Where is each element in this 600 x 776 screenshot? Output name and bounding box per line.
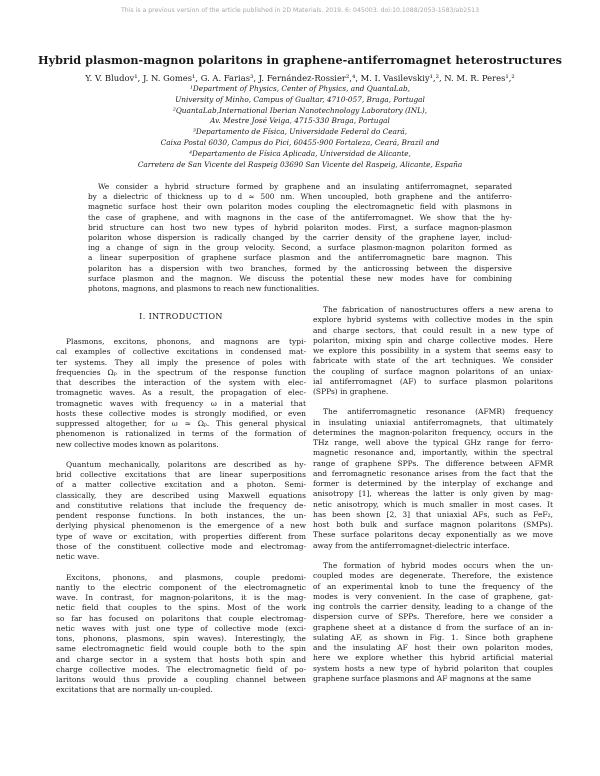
affiliation-line: Carretera de San Vicente del Raspeig 03690 San Vicente del Raspeig, Alicante, España	[137, 159, 463, 169]
abstract-line: We consider a hybrid structure formed by graphene and an insulating antiferromagnet, separated	[98, 182, 512, 191]
body-line: Excitons, phonons, and plasmons, couple predomi-	[66, 572, 306, 582]
body-line: here we explore whether this hybrid artificial material	[313, 653, 553, 663]
body-line: ial antiferromagnet (AF) to surface plasmon polaritons	[313, 376, 553, 386]
abstract-line: polariton whose dispersion is radically changed by the carrier density of the graphene layer, includ-	[88, 233, 512, 243]
body-line: coupled modes are degenerate. Therefore, the existence	[313, 571, 553, 581]
body-line: phenomenon is rationalized in terms of the formation of	[56, 429, 306, 439]
body-line: netic waves with just one type of collective mode (exci-	[56, 623, 306, 633]
body-line: range of graphene SPPs. The difference between AFMR	[313, 458, 553, 468]
abstract-line: surface plasmon and the magnon. We discuss the potential these new modes have for combining	[88, 273, 512, 283]
body-line: modes is very convenient. In the case of graphene, gat-	[313, 591, 553, 601]
right-column	[313, 305, 553, 694]
body-line: dispersion curve of SPPs. Therefore, here we consider a	[313, 612, 553, 622]
affiliation-line: Av. Mestre José Veiga, 4715-330 Braga, Portugal	[210, 116, 390, 126]
paragraph	[313, 305, 553, 397]
body-line: (SPPs) in graphene.	[313, 387, 389, 396]
body-line: The fabrication of nanostructures offers a new arena to	[323, 305, 553, 314]
affiliation-line: ³Departamento de Física, Universidade Federal do Ceará,	[192, 127, 408, 137]
body-line: anisotropy [1], whereas the latter is only given by mag-	[313, 489, 553, 499]
body-line: polariton, mixing spin and charge collective modes. Here	[313, 335, 553, 345]
body-line: and charge sector in a system that hosts both spin and	[56, 654, 306, 664]
affiliation-line: Caixa Postal 6030, Campus do Pici, 60455-900 Fortaleza, Ceará, Brazil and	[160, 137, 440, 147]
abstract-line: polariton has a dispersion with two branches, formed by the anticrossing between the dispersive	[88, 263, 512, 273]
body-line: brid collective excitations that are linear superpositions	[56, 470, 306, 480]
body-line: that describes the interaction of the system with elec-	[56, 378, 306, 387]
affiliation-line: ⁴Departamento de Física Aplicada, Universidad de Alicante,	[189, 148, 411, 158]
body-line: explore hybrid systems with collective modes in the spin	[313, 315, 553, 325]
paragraph	[56, 337, 306, 450]
body-line: netic field that couples to the spins. Most of the work	[56, 603, 306, 613]
body-line: the coupling of surface magnon polaritons of an uniax-	[313, 366, 553, 376]
body-line: and constitutive relations that include the frequency de-	[56, 500, 306, 510]
body-line: we explore this possibility in a system that seems easy to	[313, 346, 553, 355]
body-line: sulating AF, as shown in Fig. 1. Since both graphene	[313, 632, 553, 642]
body-line: tons, phonons, plasmons, spin waves). Interestingly, the	[56, 634, 306, 644]
left-column	[56, 337, 306, 706]
body-line: former is determined by the interplay of exchange and	[313, 479, 553, 489]
body-line: classically, they are described using Maxwell equations	[56, 490, 306, 500]
abstract-line: a linear superposition of graphene surface plasmon and the antiferromagnetic bare magnon. This	[88, 253, 512, 263]
body-line: graphene surface plasmons and AF magnons at the same	[313, 673, 532, 683]
publication-note: This is a previous version of the article published in 2D Materials. 2019, 6: 045003. doi:10.1088/2053-1583/ab2513	[120, 7, 480, 14]
body-line: charge collective modes. The electromagnetic field of po-	[56, 664, 306, 674]
body-line: magnetic resonance and, importantly, within the spectral	[313, 448, 553, 458]
abstract-line: photons, magnons, and plasmons to reach new functionalities.	[88, 284, 320, 294]
abstract-line: by a dielectric of thickness up to d ≃ 500 nm. When uncoupled, both graphene and the antiferro-	[88, 192, 512, 202]
body-line: netic anisotropy, which is much smaller in most cases. It	[313, 499, 553, 509]
body-line: in insulating uniaxial antiferromagnets, that ultimately	[313, 417, 553, 427]
body-line: and the insulating AF host their own polariton modes,	[313, 643, 553, 653]
abstract-line: the case of graphene, and with magnons in the case of the antiferromagnet. We show that the hy-	[88, 212, 512, 222]
abstract-line: magnetic surface host their own polariton modes coupling the electromagnetic field with plasmons in	[88, 202, 512, 212]
body-line: THz range, well above the typical GHz range for ferro-	[313, 438, 553, 448]
body-line: type of wave or excitation, with properties different from	[56, 531, 306, 541]
affiliation-line: ²QuantaLab,International Iberian Nanotechnology Laboratory (INL),	[172, 105, 428, 115]
section-heading: I. INTRODUCTION	[139, 312, 223, 321]
affiliation-line: ¹Department of Physics, Center of Physics, and QuantaLab,	[189, 84, 410, 93]
body-line: hosts these collective modes is strongly modified, or even	[56, 408, 306, 418]
paragraph	[56, 460, 306, 563]
body-line: nantly to the electric component of the electromagnetic	[56, 582, 306, 592]
body-line: Plasmons, excitons, phonons, and magnons are typi-	[66, 337, 306, 346]
body-line: and charge sectors, that could result in a new type of	[313, 325, 553, 335]
paragraph	[56, 573, 306, 696]
body-line: ing controls the carrier density, leading to a change of the	[313, 602, 553, 612]
paper-title: Hybrid plasmon-magnon polaritons in graphene-antiferromagnet heterostructures	[38, 53, 562, 67]
abstract-line: brid structure can host two new types of hybrid polariton modes. First, a surface magnon-plasmon	[88, 222, 512, 232]
body-line: so far has focused on polaritons that couple electromag-	[56, 613, 306, 623]
body-line: tromagnetic waves with frequency ω in a material that	[56, 398, 306, 408]
paragraph	[313, 407, 553, 551]
body-line: and ferromagnetic resonance arises from the fact that the	[313, 468, 553, 478]
body-line: wave. In contrast, for magnon-polaritons, it is the mag-	[56, 593, 306, 603]
body-line: tromagnetic waves. As a result, the propagation of elec-	[56, 388, 306, 398]
body-line: those of the constituent collective mode and electromag-	[56, 541, 306, 551]
body-line: Quantum mechanically, polaritons are described as hy-	[66, 459, 306, 469]
body-line: suppressed altogether, for ω ≃ Ωₚ. This general physical	[56, 419, 306, 428]
body-line: ter systems. They all imply the presence of poles with	[56, 357, 306, 367]
affiliation-line: University of Minho, Campus of Gualtar, 4710-057, Braga, Portugal	[175, 94, 425, 104]
body-line: cal examples of collective excitations in condensed mat-	[56, 347, 306, 357]
body-line: of an experimental knob to tune the frequency of the	[313, 581, 553, 591]
body-line: pendent response functions. In both instances, the un-	[56, 511, 306, 521]
body-line: derlying physical phenomenon is the emergence of a new	[56, 521, 306, 531]
body-line: away from the antiferromagnet-dielectric interface.	[313, 540, 510, 550]
body-line: laritons would thus provide a coupling channel between	[56, 675, 306, 685]
body-line: frequencies Ωₚ in the spectrum of the response function	[56, 367, 306, 377]
body-line: These surface polaritons decay exponentially as we move	[313, 530, 553, 540]
body-line: graphene sheet at a distance d from the surface of an in-	[313, 622, 553, 632]
abstract-line: ing a change of sign in the group velocity. Second, a surface plasmon-magnon polariton formed as	[88, 243, 512, 253]
body-line: fabricate with state of the art techniques. We consider	[313, 356, 553, 366]
body-line: new collective modes known as polaritons.	[56, 439, 219, 449]
body-line: The formation of hybrid modes occurs when the un-	[323, 561, 553, 571]
abstract	[88, 182, 512, 294]
author-list: Y. V. Bludov¹, J. N. Gomes¹, G. A. Farias³, J. Fernández-Rossier²,⁴, M. I. Vasilevskiy¹,², N. M. R. Peres¹,²	[85, 73, 515, 83]
body-line: of a matter collective excitation and a photon. Semi-	[56, 480, 306, 490]
body-line: host both bulk and surface magnon polaritons (SMPs).	[313, 520, 553, 530]
body-line: excitations that are normally un-coupled.	[56, 685, 213, 695]
paragraph	[313, 561, 553, 684]
body-line: The antiferromagnetic resonance (AFMR) frequency	[323, 407, 553, 417]
body-line: system hosts a new type of hybrid polariton that couples	[313, 663, 553, 673]
body-line: same electromagnetic field would couple both to the spin	[56, 644, 306, 654]
body-line: has been shown [2, 3] that uniaxial AFs, such as FeF₂,	[313, 509, 553, 519]
body-line: determines the magnon-polariton frequency, occurs in the	[313, 427, 553, 437]
body-line: netic wave.	[56, 552, 100, 562]
affiliations	[40, 84, 560, 170]
